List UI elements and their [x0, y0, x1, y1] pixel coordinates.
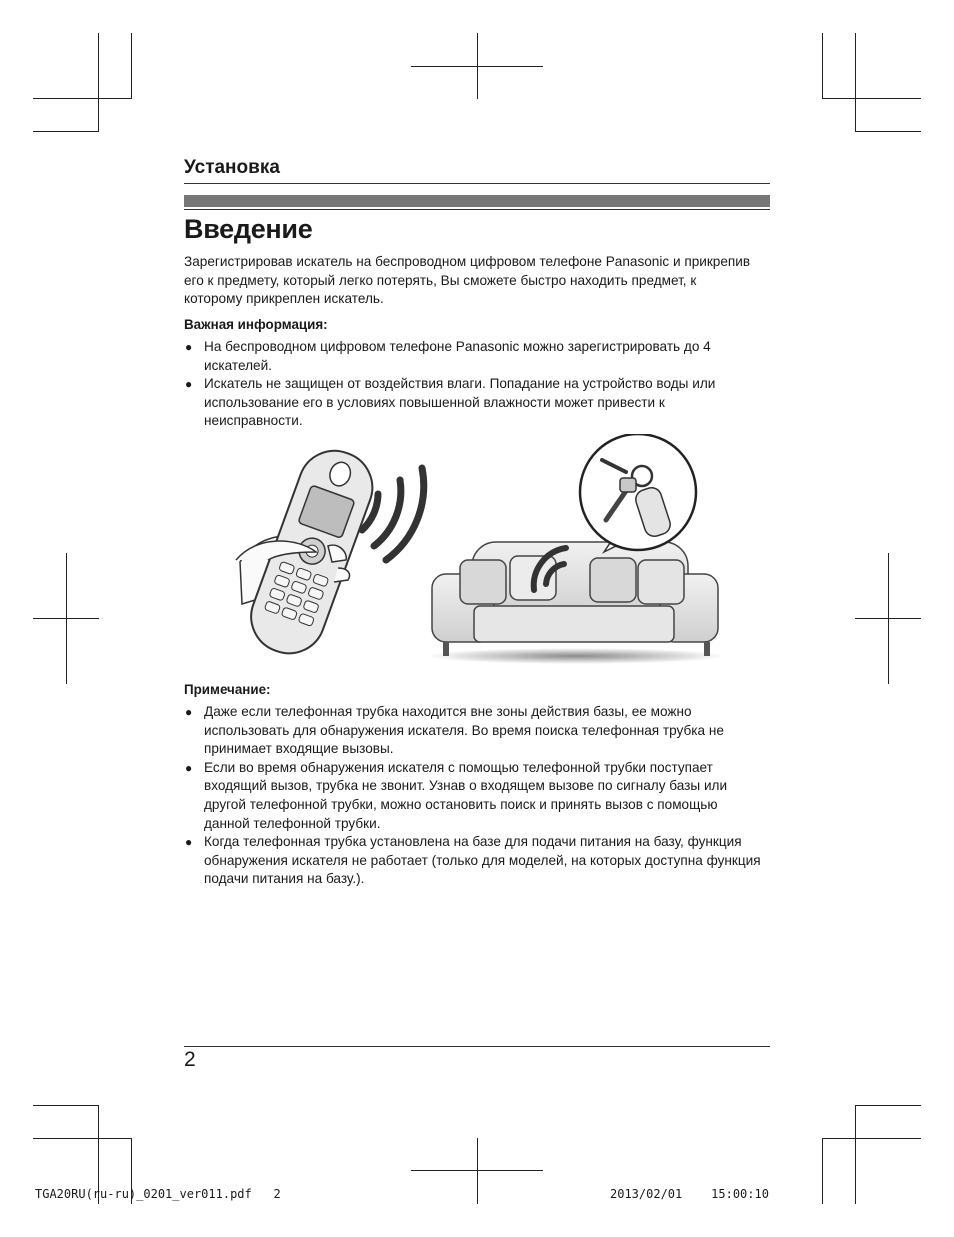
footer-divider [184, 1046, 770, 1047]
file-name: TGA20RU(ru-ru)_0201_ver011.pdf [35, 1187, 252, 1201]
illustration [228, 434, 728, 670]
list-item: ● На беспроводном цифровом телефоне Panasonic можно зарегистрировать до 4 искателей. [185, 339, 711, 373]
keychain-finder-icon [580, 434, 696, 552]
title-bar [184, 195, 770, 207]
intro-paragraph: Зарегистрировав искатель на беспроводном цифровом телефоне Panasonic и прикрепив его к предмету, который легко потерять, Вы сможете быстро находить предмет, к которому прикреплен искатель. [184, 254, 751, 307]
print-file-info [35, 1187, 281, 1201]
bullet-icon: ● [185, 340, 193, 354]
important-label: Важная информация: [184, 317, 328, 332]
page-title: Введение [184, 214, 313, 244]
list-item: ● Если во время обнаружения искателя с помощью телефонной трубки поступает входящий вызов, трубка не звонит. Узнав о входящем вызове по сигналу базы или другой телефонной трубки, можно остановить поиск и принять вызов с помощью данной телефонной трубки. [185, 759, 728, 831]
important-list [184, 338, 764, 431]
section-divider [184, 183, 770, 184]
page-number: 2 [184, 1048, 196, 1071]
bullet-icon: ● [185, 760, 193, 775]
list-item: ● Искатель не защищен от воздействия влаги. Попадание на устройство воды или использование его в условиях повышенной влажности может привести к неисправности. [185, 376, 716, 429]
print-time: 15:00:10 [711, 1187, 769, 1201]
print-timestamp [610, 1187, 769, 1201]
bullet-icon: ● [185, 835, 193, 850]
file-page: 2 [273, 1187, 281, 1201]
bullet-icon: ● [185, 377, 193, 392]
title-divider [184, 209, 770, 210]
sofa-icon [426, 542, 726, 664]
list-item: ● Когда телефонная трубка установлена на базе для подачи питания на базу, функция обнаружения искателя не работает (только для моделей, на которых доступна функция подачи питания на базу.). [185, 834, 761, 887]
section-title: Установка [184, 157, 280, 178]
cordless-handset-icon [236, 441, 382, 664]
note-label: Примечание: [184, 682, 271, 697]
print-date: 2013/02/01 [610, 1187, 683, 1201]
list-item: ● Даже если телефонная трубка находится вне зоны действия базы, ее можно использовать для обнаружения искателя. Во время поиска телефонная трубка не принимает входящие вызовы. [185, 704, 724, 757]
note-list [184, 703, 764, 889]
bullet-icon: ● [185, 705, 193, 719]
